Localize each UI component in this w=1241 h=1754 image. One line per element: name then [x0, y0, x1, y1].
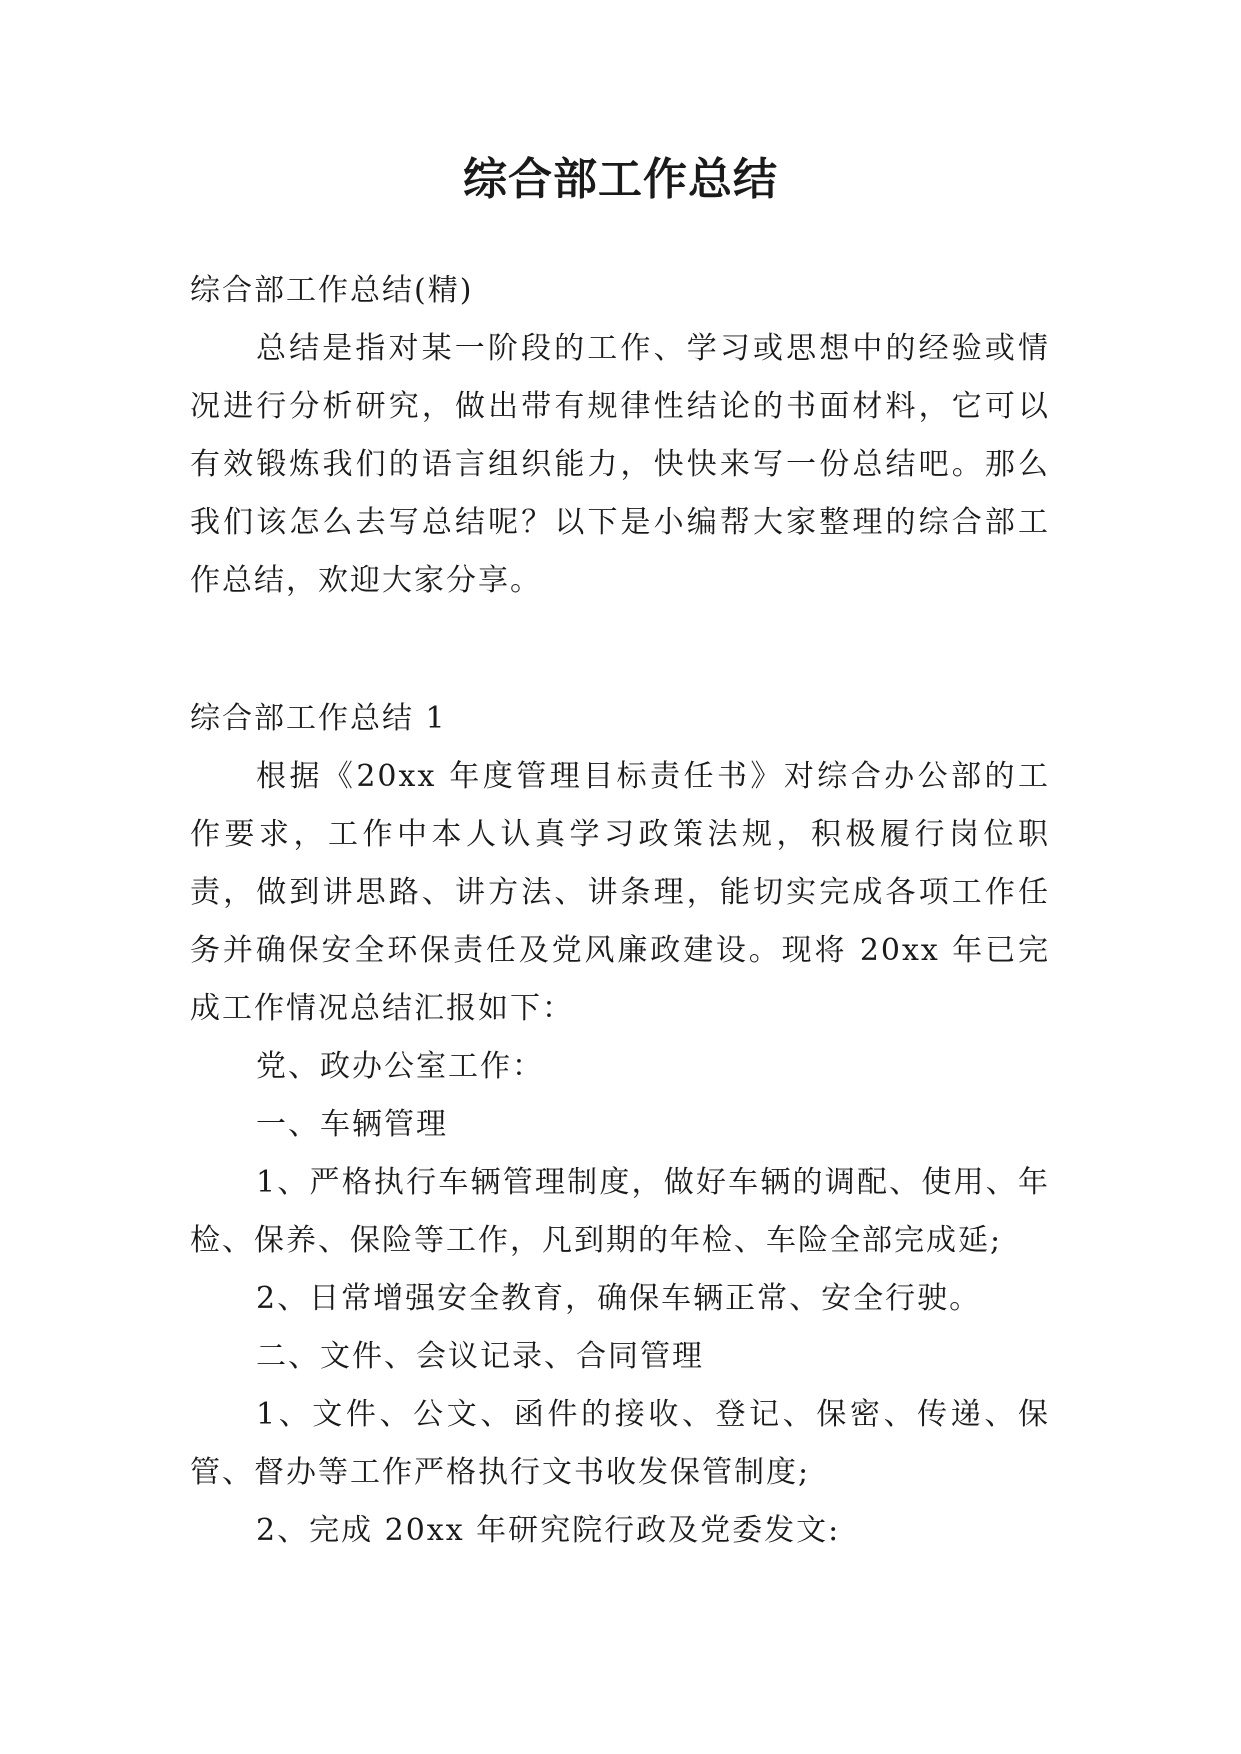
section-1-paragraph: 根据《20xx 年度管理目标责任书》对综合办公部的工作要求，工作中本人认真学习政策法规，积极履行岗位职责，做到讲思路、讲方法、讲条理，能切实完成各项工作任务并确保安全环保责任及党风廉政建设。现将 20xx 年已完成工作情况总结汇报如下： [190, 759, 1050, 1026]
intro-heading: 综合部工作总结(精) [190, 273, 474, 308]
section-1-paragraph: 2、日常增强安全教育，确保车辆正常、安全行驶。 [256, 1281, 982, 1316]
section-1-paragraph: 1、文件、公文、函件的接收、登记、保密、传递、保管、督办等工作严格执行文书收发保管制度; [190, 1397, 1050, 1490]
section-1 [190, 690, 1050, 1560]
section-1-paragraph: 一、车辆管理 [256, 1107, 448, 1142]
section-1-paragraph: 1、严格执行车辆管理制度，做好车辆的调配、使用、年检、保养、保险等工作，凡到期的年检、车险全部完成延; [190, 1165, 1050, 1258]
section-1-paragraph: 二、文件、会议记录、合同管理 [256, 1339, 704, 1374]
section-1-paragraph: 2、完成 20xx 年研究院行政及党委发文: [256, 1513, 841, 1548]
section-1-heading: 综合部工作总结 1 [190, 701, 447, 736]
intro-section [190, 262, 1050, 610]
document-title: 综合部工作总结 [463, 154, 778, 205]
section-1-paragraph: 党、政办公室工作： [256, 1049, 544, 1084]
intro-paragraph: 总结是指对某一阶段的工作、学习或思想中的经验或情况进行分析研究，做出带有规律性结论的书面材料，它可以有效锻炼我们的语言组织能力，快快来写一份总结吧。那么我们该怎么去写总结呢？以下是小编帮大家整理的综合部工作总结，欢迎大家分享。 [190, 331, 1050, 598]
